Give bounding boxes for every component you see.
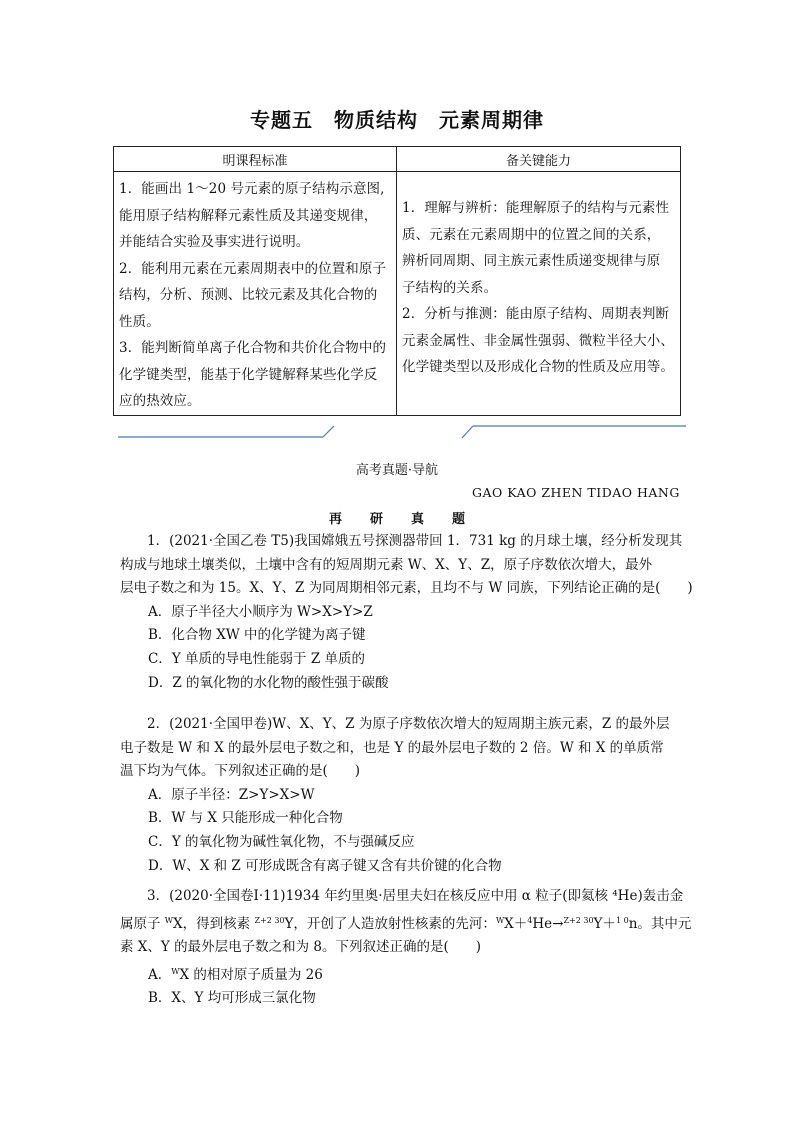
left-line: 3．能判断简单离子化合物和共价化合物中的 bbox=[119, 340, 387, 356]
option-a: A．原子半径大小顺序为 W>X>Y>Z bbox=[148, 603, 373, 620]
option-b: B．X、Y 均可形成三氯化物 bbox=[148, 990, 316, 1007]
left-line: 1．能画出 1～20 号元素的原子结构示意图, bbox=[119, 181, 385, 197]
right-line: 化学键类型以及形成化合物的性质及应用等。 bbox=[402, 359, 674, 375]
isotope-superscript: W bbox=[164, 915, 174, 925]
key-abilities-cell bbox=[397, 172, 681, 416]
option-b: B．W 与 X 只能形成一种化合物 bbox=[148, 810, 343, 827]
option-a: A．原子半径：Z>Y>X>W bbox=[148, 786, 315, 803]
isotope-superscript: W bbox=[171, 966, 180, 976]
question-line: 温下均为气体。下列叙述正确的是( ) bbox=[120, 763, 361, 780]
isotope-superscript: Z+2 30 bbox=[254, 915, 285, 925]
left-line: 结构，分析、预测、比较元素及其化合物的 bbox=[119, 287, 378, 303]
section-pinyin: GAO KAO ZHEN TIDAO HANG bbox=[472, 485, 680, 500]
option-a: A．$^W$X 的相对原子质量为 26 bbox=[148, 966, 323, 983]
left-line: 性质。 bbox=[119, 313, 160, 330]
heading-char: 再 bbox=[328, 512, 342, 527]
right-line: 质、元素在元素周期中的位置之间的关系， bbox=[402, 226, 661, 243]
right-line: 辨析同周期、同主族元素性质递变规律与原 bbox=[402, 253, 661, 269]
question-1 bbox=[120, 530, 700, 695]
left-line: 应的热效应。 bbox=[119, 393, 201, 409]
question-line: 2．(2021·全国甲卷)W、X、Y、Z 为原子序数依次增大的短周期主族元素，Z 的最外层 bbox=[147, 716, 670, 732]
curriculum-table bbox=[113, 146, 681, 416]
header-key-abilities: 备关键能力 bbox=[397, 147, 681, 172]
option-d: D．W、X 和 Z 可形成既含有离子键又含有共价键的化合物 bbox=[148, 857, 502, 874]
option-b: B．化合物 XW 中的化学键为离子键 bbox=[148, 627, 366, 644]
section-title: 高考真题·导航 bbox=[355, 463, 439, 478]
left-line: 2．能利用元素在元素周期表中的位置和原子 bbox=[119, 260, 387, 277]
isotope-superscript: 1 0 bbox=[615, 915, 629, 925]
curriculum-standard-cell bbox=[114, 172, 397, 416]
question-line: 素 X、Y 的最外层电子数之和为 8。下列叙述正确的是( ) bbox=[120, 939, 482, 956]
page-title: 专题五 物质结构 元素周期律 bbox=[250, 108, 544, 132]
isotope-superscript: 4 bbox=[527, 915, 533, 925]
right-line: 子结构的关系。 bbox=[402, 279, 498, 296]
section-banner-decoration bbox=[118, 424, 686, 444]
left-line: 能用原子结构解释元素性质及其递变规律， bbox=[119, 207, 378, 224]
option-c: C．Y 的氧化物为碱性氧化物，不与强碱反应 bbox=[148, 833, 415, 850]
question-line: 1．(2021·全国乙卷 T5)我国嫦娥五号探测器带回 1．731 kg 的月球土壤，经分析发现其 bbox=[147, 533, 683, 549]
question-line: 电子数是 W 和 X 的最外层电子数之和，也是 Y 的最外层电子数的 2 倍。W 和 X 的单质常 bbox=[120, 739, 664, 756]
question-line: 层电子数之和为 15。X、Y、Z 为同周期相邻元素，且均不与 W 同族，下列结论正确的是( ) bbox=[120, 580, 693, 597]
heading-char: 研 bbox=[369, 512, 383, 527]
left-line: 化学键类型，能基于化学键解释某些化学反 bbox=[119, 366, 378, 383]
option-c: C．Y 单质的导电性能弱于 Z 单质的 bbox=[148, 650, 365, 667]
heading-char: 题 bbox=[452, 512, 466, 527]
isotope-superscript: W bbox=[495, 915, 505, 925]
question-line: 构成与地球土壤类似，土壤中含有的短周期元素 W、X、Y、Z，原子序数依次增大，最外 bbox=[120, 556, 653, 573]
header-curriculum-standard: 明课程标准 bbox=[114, 147, 397, 172]
question-line-isotopes: 属原子 $^W$X，得到核素 $^{Z+2 30}$Y，开创了人造放射性核素的先河：$^W$X＋$^4$He→$^{Z+2 30}$Y＋$^{1 0}$n。其中元 bbox=[120, 915, 692, 932]
question-3 bbox=[120, 885, 700, 1011]
right-line: 1．理解与辨析：能理解原子的结构与元素性 bbox=[402, 200, 670, 216]
option-d: D．Z 的氧化物的水化物的酸性强于碳酸 bbox=[148, 674, 389, 691]
right-line: 元素金属性、非金属性强弱、微粒半径大小、 bbox=[402, 332, 674, 349]
question-line: 3．(2020·全国卷Ⅰ·11)1934 年约里奥·居里夫妇在核反应中用 α 粒子(即氦核 ⁴He)轰击金 bbox=[147, 888, 684, 904]
isotope-superscript: Z+2 30 bbox=[563, 915, 594, 925]
right-line: 2．分析与推测：能由原子结构、周期表判断 bbox=[402, 306, 670, 322]
heading-char: 真 bbox=[411, 512, 425, 527]
question-2 bbox=[120, 713, 700, 878]
left-line: 并能结合实验及事实进行说明。 bbox=[119, 234, 310, 250]
section-heading bbox=[0, 508, 794, 527]
